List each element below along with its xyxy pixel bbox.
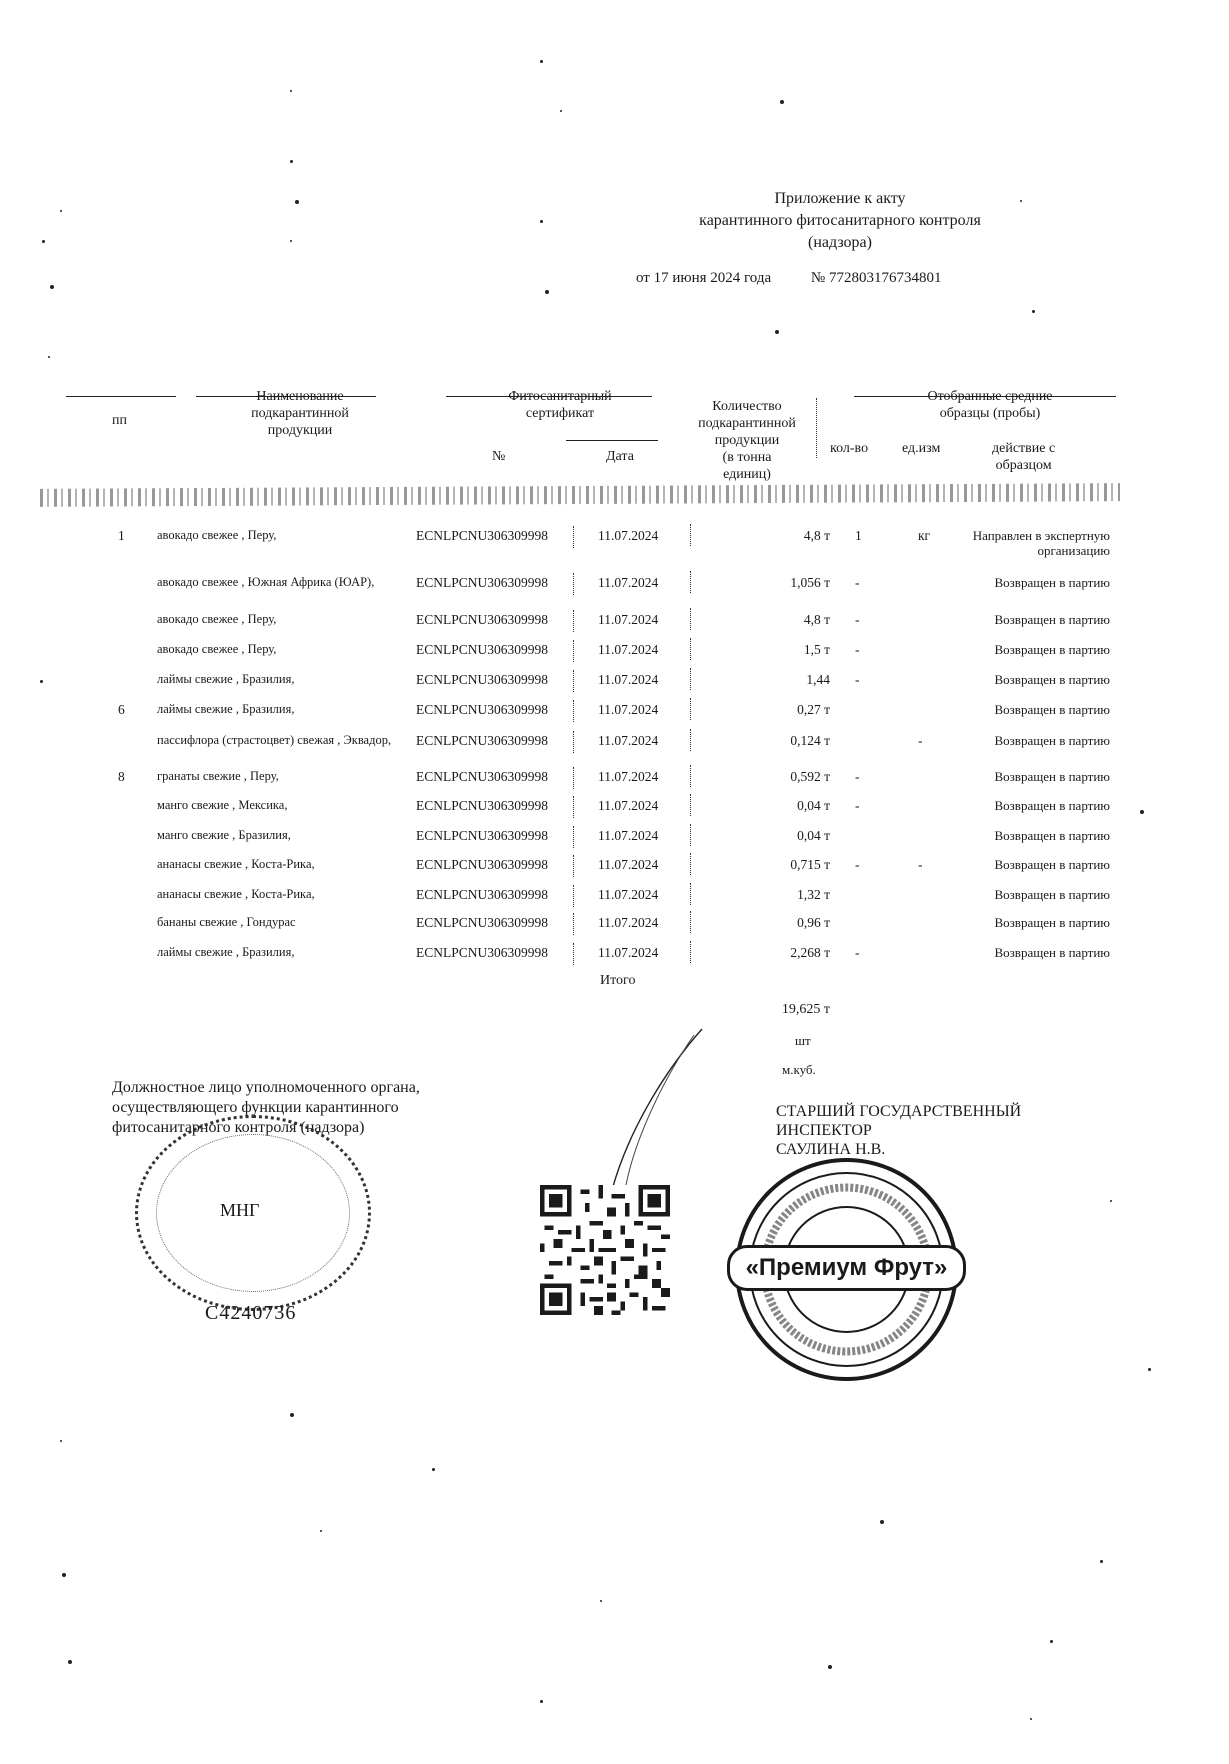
- row-separator: [690, 668, 693, 690]
- row-separator: [573, 885, 576, 907]
- row-sample-unit: -: [918, 857, 923, 872]
- col-samples-count: кол-во: [830, 441, 869, 456]
- col-samples-action: действие с образцом: [992, 441, 1056, 473]
- row-sample-count: -: [855, 798, 860, 813]
- row-quantity: 0,96 т: [797, 915, 830, 930]
- scan-speck: [540, 1700, 543, 1703]
- table-row: [0, 642, 1229, 666]
- col-cert-date: Дата: [606, 449, 634, 464]
- row-sample-count: -: [855, 769, 860, 784]
- inspector-name: САУЛИНА Н.В.: [776, 1141, 886, 1158]
- row-product-name: лаймы свежие , Бразилия,: [157, 702, 295, 716]
- scan-speck: [780, 100, 784, 104]
- row-certificate-date: 11.07.2024: [598, 887, 659, 902]
- row-sample-count: -: [855, 945, 860, 960]
- row-separator: [573, 526, 576, 548]
- table-row: [0, 612, 1229, 636]
- row-sample-action: Возвращен в партию: [994, 798, 1110, 813]
- col-cert-group: Фитосанитарный сертификат: [508, 389, 612, 421]
- inspector-title-2: ИНСПЕКТОР: [776, 1122, 872, 1139]
- total-unit-pieces: шт: [795, 1033, 811, 1048]
- row-certificate-number: ECNLPCNU306309998: [416, 945, 549, 960]
- scan-speck: [60, 1440, 62, 1442]
- scan-speck: [68, 1660, 72, 1664]
- stamp-code: С4240736: [205, 1302, 297, 1324]
- appendix-header: [640, 188, 1040, 254]
- company-stamp: [735, 1158, 958, 1381]
- row-product-name: манго свежие , Мексика,: [157, 798, 288, 812]
- row-separator: [573, 913, 576, 935]
- table-row: [0, 945, 1229, 969]
- col-num: пп: [112, 413, 127, 428]
- scan-speck: [290, 1413, 294, 1417]
- scan-speck: [1032, 310, 1035, 313]
- qr-code: [540, 1185, 670, 1315]
- row-separator: [573, 670, 576, 692]
- row-sample-action: Возвращен в партию: [994, 915, 1110, 930]
- row-quantity: 1,056 т: [790, 575, 830, 590]
- header-line-2: карантинного фитосанитарного контроля: [699, 212, 981, 229]
- row-separator: [690, 824, 693, 846]
- row-sample-action: Возвращен в партию: [994, 672, 1110, 687]
- row-certificate-number: ECNLPCNU306309998: [416, 769, 549, 784]
- table-row: [0, 575, 1229, 599]
- scan-speck: [40, 680, 43, 683]
- table-row: [0, 887, 1229, 911]
- row-separator: [573, 573, 576, 595]
- row-product-name: бананы свежие , Гондурас: [157, 915, 296, 929]
- row-separator: [573, 610, 576, 632]
- row-separator: [573, 943, 576, 965]
- scan-speck: [545, 290, 549, 294]
- row-certificate-date: 11.07.2024: [598, 769, 659, 784]
- row-sample-action: Возвращен в партию: [994, 733, 1110, 748]
- total-value: 19,625 т: [781, 1002, 830, 1017]
- row-certificate-number: ECNLPCNU306309998: [416, 672, 549, 687]
- row-certificate-date: 11.07.2024: [598, 702, 659, 717]
- row-separator: [573, 731, 576, 753]
- row-quantity: 0,715 т: [790, 857, 830, 872]
- row-separator: [573, 855, 576, 877]
- scan-speck: [1100, 1560, 1103, 1563]
- row-sample-action: Возвращен в партию: [994, 769, 1110, 784]
- scan-speck: [48, 356, 50, 358]
- row-certificate-date: 11.07.2024: [598, 642, 659, 657]
- row-quantity: 1,32 т: [797, 887, 830, 902]
- header-separator: [816, 398, 819, 458]
- table-row: [0, 733, 1229, 757]
- row-sample-count: -: [855, 642, 860, 657]
- row-product-name: авокадо свежее , Южная Африка (ЮАР),: [157, 575, 375, 589]
- row-separator: [690, 883, 693, 905]
- row-number: 8: [118, 769, 125, 784]
- table-row: [0, 798, 1229, 822]
- inspector-title-1: СТАРШИЙ ГОСУДАРСТВЕННЫЙ: [776, 1103, 1022, 1120]
- row-sample-unit: кг: [918, 528, 931, 543]
- row-product-name: ананасы свежие , Коста-Рика,: [157, 887, 315, 901]
- row-quantity: 1,5 т: [803, 642, 830, 657]
- row-certificate-number: ECNLPCNU306309998: [416, 612, 549, 627]
- row-certificate-date: 11.07.2024: [598, 915, 659, 930]
- row-certificate-number: ECNLPCNU306309998: [416, 857, 549, 872]
- act-number: № 772803176734801: [810, 270, 942, 286]
- scan-speck: [1110, 1200, 1112, 1202]
- scan-speck: [60, 210, 62, 212]
- row-separator: [573, 796, 576, 818]
- inspector-signature: [776, 1102, 1021, 1159]
- row-sample-action: Возвращен в партию: [994, 828, 1110, 843]
- table-row: [0, 672, 1229, 696]
- row-product-name: ананасы свежие , Коста-Рика,: [157, 857, 315, 871]
- row-certificate-number: ECNLPCNU306309998: [416, 528, 549, 543]
- row-certificate-date: 11.07.2024: [598, 528, 659, 543]
- row-separator: [690, 853, 693, 875]
- row-sample-action: Возвращен в партию: [994, 575, 1110, 590]
- row-sample-action: Возвращен в партию: [994, 857, 1110, 872]
- total-unit-cubic: м.куб.: [782, 1062, 816, 1077]
- scan-speck: [540, 60, 543, 63]
- scan-speck: [62, 1573, 66, 1577]
- company-name: «Премиум Фрут»: [727, 1245, 966, 1291]
- row-certificate-date: 11.07.2024: [598, 575, 659, 590]
- row-quantity: 0,27 т: [797, 702, 830, 717]
- scan-speck: [432, 1468, 435, 1471]
- row-quantity: 4,8 т: [803, 612, 830, 627]
- row-separator: [690, 698, 693, 720]
- row-certificate-date: 11.07.2024: [598, 672, 659, 687]
- row-quantity: 0,04 т: [797, 798, 830, 813]
- act-line: [636, 270, 977, 287]
- table-row: [0, 915, 1229, 939]
- row-separator: [573, 767, 576, 789]
- scan-speck: [540, 220, 543, 223]
- row-separator: [690, 729, 693, 751]
- row-sample-action: Направлен в экспертную организацию: [972, 528, 1110, 558]
- col-name: Наименование подкарантинной продукции: [251, 389, 349, 438]
- act-date: от 17 июня 2024 года: [636, 270, 772, 286]
- table-row: [0, 828, 1229, 852]
- row-number: 1: [118, 528, 125, 543]
- row-separator: [690, 524, 693, 546]
- row-product-name: авокадо свежее , Перу,: [157, 528, 277, 542]
- row-certificate-number: ECNLPCNU306309998: [416, 702, 549, 717]
- table-row: [0, 769, 1229, 793]
- row-product-name: пассифлора (страстоцвет) свежая , Эквадор,: [157, 733, 392, 747]
- row-certificate-number: ECNLPCNU306309998: [416, 733, 549, 748]
- row-sample-count: -: [855, 612, 860, 627]
- row-certificate-number: ECNLPCNU306309998: [416, 828, 549, 843]
- row-certificate-date: 11.07.2024: [598, 828, 659, 843]
- row-sample-count: -: [855, 672, 860, 687]
- scan-speck: [295, 200, 299, 204]
- row-product-name: манго свежие , Бразилия,: [157, 828, 291, 842]
- table-row: [0, 702, 1229, 726]
- scan-speck: [1140, 810, 1144, 814]
- row-separator: [573, 826, 576, 848]
- row-quantity: 0,124 т: [790, 733, 830, 748]
- row-separator: [690, 911, 693, 933]
- stamp-center-text: МНГ: [220, 1200, 260, 1220]
- row-certificate-number: ECNLPCNU306309998: [416, 915, 549, 930]
- row-separator: [690, 765, 693, 787]
- row-certificate-number: ECNLPCNU306309998: [416, 642, 549, 657]
- scan-speck: [42, 240, 45, 243]
- header-line-1: Приложение к акту: [774, 190, 906, 207]
- row-sample-action: Возвращен в партию: [994, 945, 1110, 960]
- scan-speck: [775, 330, 779, 334]
- row-certificate-date: 11.07.2024: [598, 945, 659, 960]
- header-rule: [66, 396, 176, 397]
- scan-speck: [320, 1530, 322, 1532]
- scan-speck: [1148, 1368, 1151, 1371]
- row-separator: [690, 941, 693, 963]
- row-product-name: лаймы свежие , Бразилия,: [157, 945, 295, 959]
- scan-speck: [290, 240, 292, 242]
- signature-stroke: [590, 1025, 710, 1195]
- row-sample-action: Возвращен в партию: [994, 887, 1110, 902]
- col-samples-group: Отобранные средние образцы (пробы): [927, 389, 1053, 421]
- row-number: 6: [118, 702, 125, 717]
- scan-speck: [1030, 1718, 1032, 1720]
- table-row: [0, 528, 1229, 558]
- total-label: Итого: [600, 973, 636, 988]
- row-separator: [573, 700, 576, 722]
- col-samples-unit: ед.изм: [902, 441, 941, 456]
- row-sample-unit: -: [918, 733, 923, 748]
- header-rule: [566, 440, 658, 441]
- scan-speck: [560, 110, 562, 112]
- scan-speck: [1020, 200, 1022, 202]
- row-sample-count: -: [855, 575, 860, 590]
- row-certificate-date: 11.07.2024: [598, 733, 659, 748]
- row-product-name: авокадо свежее , Перу,: [157, 612, 277, 626]
- header-line-3: (надзора): [808, 234, 872, 251]
- scan-speck: [290, 160, 293, 163]
- row-quantity: 0,592 т: [790, 769, 830, 784]
- row-sample-action: Возвращен в партию: [994, 702, 1110, 717]
- col-cert-number: №: [492, 449, 506, 464]
- row-sample-action: Возвращен в партию: [994, 642, 1110, 657]
- scan-speck: [828, 1665, 832, 1669]
- row-certificate-number: ECNLPCNU306309998: [416, 887, 549, 902]
- row-product-name: авокадо свежее , Перу,: [157, 642, 277, 656]
- row-sample-count: -: [855, 857, 860, 872]
- row-separator: [690, 794, 693, 816]
- row-separator: [690, 638, 693, 660]
- row-separator: [573, 640, 576, 662]
- row-product-name: гранаты свежие , Перу,: [157, 769, 279, 783]
- row-quantity: 4,8 т: [803, 528, 830, 543]
- row-product-name: лаймы свежие , Бразилия,: [157, 672, 295, 686]
- row-certificate-date: 11.07.2024: [598, 857, 659, 872]
- row-certificate-number: ECNLPCNU306309998: [416, 575, 549, 590]
- row-quantity: 0,04 т: [797, 828, 830, 843]
- row-certificate-number: ECNLPCNU306309998: [416, 798, 549, 813]
- official-caption: Должностное лицо уполномоченного органа, осуществляющего функции карантинного фитосанитарного контроля (надзора): [112, 1079, 420, 1136]
- scan-speck: [880, 1520, 884, 1524]
- scan-speck: [600, 1600, 602, 1602]
- scan-speck: [50, 285, 54, 289]
- col-quantity: Количество подкарантинной продукции (в тонна единиц): [698, 399, 796, 482]
- scan-speck: [1050, 1640, 1053, 1643]
- row-quantity: 1,44: [806, 672, 830, 687]
- scan-speck: [290, 90, 292, 92]
- table-row: [0, 857, 1229, 881]
- column-number-row: [40, 483, 1120, 507]
- row-separator: [690, 571, 693, 593]
- row-certificate-date: 11.07.2024: [598, 612, 659, 627]
- row-sample-count: 1: [855, 528, 862, 543]
- row-sample-action: Возвращен в партию: [994, 612, 1110, 627]
- row-certificate-date: 11.07.2024: [598, 798, 659, 813]
- row-quantity: 2,268 т: [790, 945, 830, 960]
- row-separator: [690, 608, 693, 630]
